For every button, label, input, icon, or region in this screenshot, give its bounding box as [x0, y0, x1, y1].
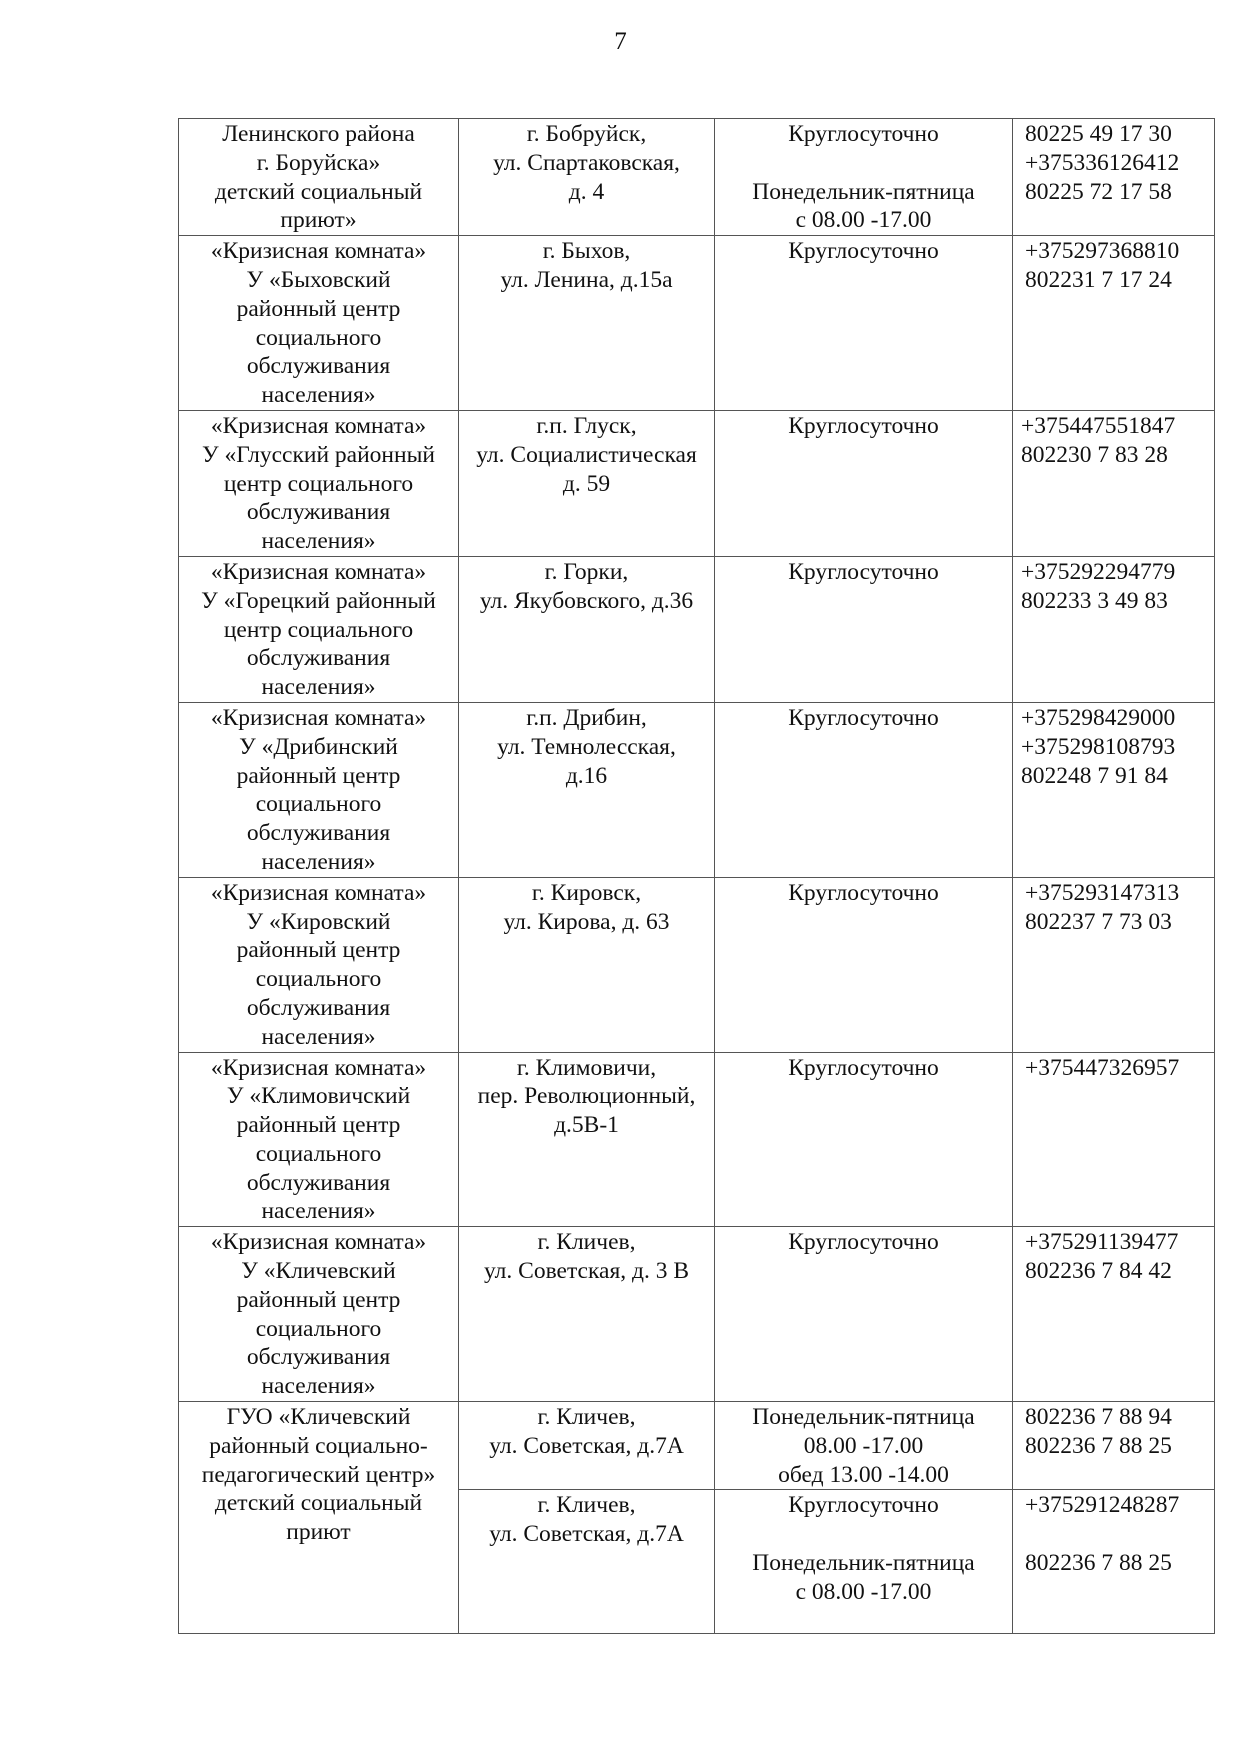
hours-cell-line: Круглосуточно	[788, 238, 939, 265]
org-name-cell-line: У «Кировский	[246, 908, 391, 935]
hours-cell	[715, 1402, 1013, 1490]
hours-cell	[715, 702, 1013, 877]
hours-cell	[715, 877, 1013, 1052]
address-cell-line: д. 59	[562, 470, 611, 497]
phone-cell-line: +375291248287	[1025, 1492, 1180, 1519]
org-name-cell-line: районный центр	[236, 1286, 401, 1313]
hours-cell-line: 08.00 -17.00	[803, 1432, 924, 1459]
phone-cell-line: 802237 7 73 03	[1025, 908, 1172, 935]
org-name-cell-line: детский социальный	[214, 1490, 423, 1517]
phone-cell-line: +375298108793	[1021, 733, 1176, 760]
org-name-cell-line: социального	[255, 1315, 382, 1342]
address-cell	[459, 1052, 715, 1227]
phone-cell	[1013, 1227, 1215, 1402]
address-cell	[459, 556, 715, 702]
org-name-cell-line: социального	[255, 1140, 382, 1167]
address-cell	[459, 702, 715, 877]
address-cell	[459, 410, 715, 556]
phone-cell-line: 802233 3 49 83	[1021, 587, 1168, 614]
org-name-cell-line: районный центр	[236, 1112, 401, 1139]
org-name-cell-line: «Кризисная комната»	[210, 704, 427, 731]
address-cell-line: ул. Советская, д.7А	[489, 1521, 684, 1548]
org-name-cell-line: У «Горецкий районный	[201, 587, 436, 614]
org-name-cell-line: социального	[255, 966, 382, 993]
org-name-cell-line: «Кризисная комната»	[210, 238, 427, 265]
address-cell-line: г. Климовичи,	[516, 1054, 657, 1081]
phone-cell-line: +375336126412	[1025, 149, 1180, 176]
org-name-cell-line: центр социального	[223, 616, 414, 643]
phone-cell-line: 80225 49 17 30	[1025, 121, 1172, 147]
org-name-cell-line: «Кризисная комната»	[210, 412, 427, 439]
org-name-cell-line: районный центр	[236, 295, 401, 322]
address-cell-line: ул. Якубовского, д.36	[479, 587, 694, 614]
org-name-cell-line: приют»	[280, 207, 357, 234]
phone-cell-line: +375297368810	[1025, 238, 1180, 265]
org-name-cell-line: центр социального	[223, 470, 414, 497]
address-cell-line: г.п. Глуск,	[536, 412, 637, 439]
org-name-cell-line: обслуживания	[246, 820, 391, 847]
address-cell-line: г. Кличев,	[537, 1229, 636, 1256]
hours-cell-line: Понедельник-пятница	[752, 178, 975, 205]
org-name-cell-line: обслуживания	[246, 994, 391, 1021]
hours-cell	[715, 410, 1013, 556]
address-cell-line: д. 4	[568, 178, 605, 205]
table-row	[179, 702, 1215, 877]
table-row	[179, 1402, 1215, 1490]
org-name-cell-line: обслуживания	[246, 645, 391, 672]
org-name-cell-line: У «Дрибинский	[239, 733, 398, 760]
phone-cell-line	[1025, 1520, 1210, 1549]
org-name-cell-line: детский социальный	[214, 178, 423, 205]
org-name-cell	[179, 702, 459, 877]
address-cell-line: г. Кличев,	[537, 1492, 636, 1519]
org-name-cell-line: ГУО «Кличевский	[226, 1404, 411, 1431]
phone-cell	[1013, 1052, 1215, 1227]
hours-cell-line: Круглосуточно	[788, 1229, 939, 1256]
hours-cell	[715, 119, 1013, 236]
org-name-cell	[179, 1402, 459, 1634]
org-name-cell-line: социального	[255, 324, 382, 351]
address-cell-line: г. Быхов,	[542, 238, 631, 265]
hours-cell-line: Круглосуточно	[788, 412, 939, 439]
phone-cell	[1013, 1402, 1215, 1490]
hours-cell-line: с 08.00 -17.00	[795, 1578, 932, 1605]
org-name-cell-line: У «Климовичский	[226, 1083, 411, 1110]
address-cell-line: ул. Социалистическая	[476, 441, 697, 468]
address-cell-line: ул. Ленина, д.15а	[500, 266, 673, 293]
address-cell-line: г. Кличев,	[537, 1404, 636, 1431]
org-name-cell-line: населения»	[261, 528, 376, 555]
org-name-cell-line: обслуживания	[246, 1344, 391, 1371]
org-name-cell-line: обслуживания	[246, 1169, 391, 1196]
hours-cell	[715, 1052, 1013, 1227]
org-name-cell-line: районный центр	[236, 937, 401, 964]
address-cell-line: ул. Кирова, д. 63	[503, 908, 670, 935]
org-name-cell-line: У «Кличевский	[241, 1258, 396, 1285]
hours-cell	[715, 556, 1013, 702]
phone-cell	[1013, 702, 1215, 877]
hours-cell-line: с 08.00 -17.00	[795, 207, 932, 234]
org-name-cell-line: У «Быховский	[246, 266, 391, 293]
phone-cell-line: +375292294779	[1021, 558, 1176, 585]
hours-cell-line: Круглосуточно	[788, 1492, 939, 1519]
table-row	[179, 119, 1215, 236]
phone-cell	[1013, 410, 1215, 556]
org-name-cell-line: «Кризисная комната»	[210, 1054, 427, 1081]
org-name-cell-line: педагогический центр»	[201, 1461, 436, 1488]
org-name-cell	[179, 236, 459, 411]
address-cell	[459, 1402, 715, 1490]
hours-cell-line: Понедельник-пятница	[752, 1550, 975, 1577]
table-row	[179, 236, 1215, 411]
org-name-cell-line: «Кризисная комната»	[210, 1229, 427, 1256]
phone-cell-line: 802248 7 91 84	[1021, 762, 1168, 789]
address-cell-line: ул. Советская, д. 3 В	[483, 1258, 690, 1285]
address-cell	[459, 236, 715, 411]
address-cell	[459, 119, 715, 236]
hours-cell-line	[719, 1520, 1008, 1549]
org-name-cell-line: районный социально-	[209, 1432, 428, 1459]
phone-cell-line: +375291139477	[1025, 1229, 1179, 1256]
address-cell	[459, 1227, 715, 1402]
hours-cell	[715, 1490, 1013, 1634]
address-cell-line: г. Горки,	[544, 558, 629, 585]
phone-cell-line: 802236 7 88 94	[1025, 1404, 1172, 1431]
org-name-cell-line: обслуживания	[246, 499, 391, 526]
table-row	[179, 1052, 1215, 1227]
org-name-cell-line: обслуживания	[246, 353, 391, 380]
phone-cell-line: 802236 7 88 25	[1025, 1550, 1172, 1577]
hours-cell-line: обед 13.00 -14.00	[778, 1461, 949, 1488]
hours-cell-line: Круглосуточно	[788, 121, 939, 147]
phone-cell	[1013, 1490, 1215, 1634]
address-cell-line: ул. Спартаковская,	[493, 149, 680, 176]
table-row	[179, 877, 1215, 1052]
org-name-cell-line: г. Боруйска»	[256, 149, 381, 176]
address-cell-line: д.16	[565, 762, 608, 789]
page-number: 7	[614, 28, 627, 55]
org-name-cell-line: социального	[255, 791, 382, 818]
org-name-cell-line: районный центр	[236, 762, 401, 789]
org-name-cell-line: «Кризисная комната»	[210, 558, 427, 585]
table-body	[179, 119, 1215, 1634]
org-name-cell-line: У «Глусский районный	[202, 441, 435, 468]
phone-cell	[1013, 236, 1215, 411]
phone-cell	[1013, 119, 1215, 236]
org-name-cell-line: «Кризисная комната»	[210, 879, 427, 906]
phone-cell-line: +375293147313	[1025, 879, 1180, 906]
address-cell	[459, 1490, 715, 1634]
hours-cell-line	[719, 149, 1008, 178]
phone-cell	[1013, 556, 1215, 702]
org-name-cell-line: населения»	[261, 382, 376, 409]
phone-cell	[1013, 877, 1215, 1052]
org-name-cell	[179, 1052, 459, 1227]
hours-cell	[715, 236, 1013, 411]
org-name-cell	[179, 556, 459, 702]
address-cell-line: г. Кировск,	[531, 879, 642, 906]
phone-cell-line: 802230 7 83 28	[1021, 441, 1168, 468]
table-row	[179, 410, 1215, 556]
address-cell-line: ул. Темнолесская,	[497, 733, 676, 760]
address-cell-line: г. Бобруйск,	[526, 121, 647, 147]
address-cell-line: ул. Советская, д.7А	[489, 1432, 684, 1459]
hours-cell	[715, 1227, 1013, 1402]
institutions-table	[178, 118, 1215, 1634]
phone-cell-line: 802236 7 88 25	[1025, 1432, 1172, 1459]
hours-cell-line: Круглосуточно	[788, 704, 939, 731]
address-cell-line: г.п. Дрибин,	[526, 704, 647, 731]
phone-cell-line: +375447551847	[1021, 412, 1176, 439]
table-row	[179, 556, 1215, 702]
org-name-cell-line: Ленинского района	[222, 121, 415, 147]
address-cell-line: д.5В-1	[554, 1112, 619, 1139]
address-cell	[459, 877, 715, 1052]
hours-cell-line: Круглосуточно	[788, 558, 939, 585]
org-name-cell-line: приют	[286, 1519, 351, 1546]
phone-cell-line: +375298429000	[1021, 704, 1176, 731]
phone-cell-line: 80225 72 17 58	[1025, 178, 1172, 205]
org-name-cell	[179, 877, 459, 1052]
org-name-cell	[179, 119, 459, 236]
org-name-cell-line: населения»	[261, 1198, 376, 1225]
table-row	[179, 1227, 1215, 1402]
org-name-cell	[179, 1227, 459, 1402]
hours-cell-line: Круглосуточно	[788, 879, 939, 906]
hours-cell-line: Круглосуточно	[788, 1054, 939, 1081]
phone-cell-line: 802231 7 17 24	[1025, 266, 1172, 293]
phone-cell-line: +375447326957	[1025, 1054, 1180, 1081]
org-name-cell-line: населения»	[261, 1373, 376, 1400]
org-name-cell	[179, 410, 459, 556]
org-name-cell-line: населения»	[261, 1023, 376, 1050]
hours-cell-line: Понедельник-пятница	[752, 1404, 975, 1431]
address-cell-line: пер. Революционный,	[477, 1083, 696, 1110]
org-name-cell-line: населения»	[261, 848, 376, 875]
org-name-cell-line: населения»	[261, 674, 376, 701]
phone-cell-line: 802236 7 84 42	[1025, 1258, 1172, 1285]
